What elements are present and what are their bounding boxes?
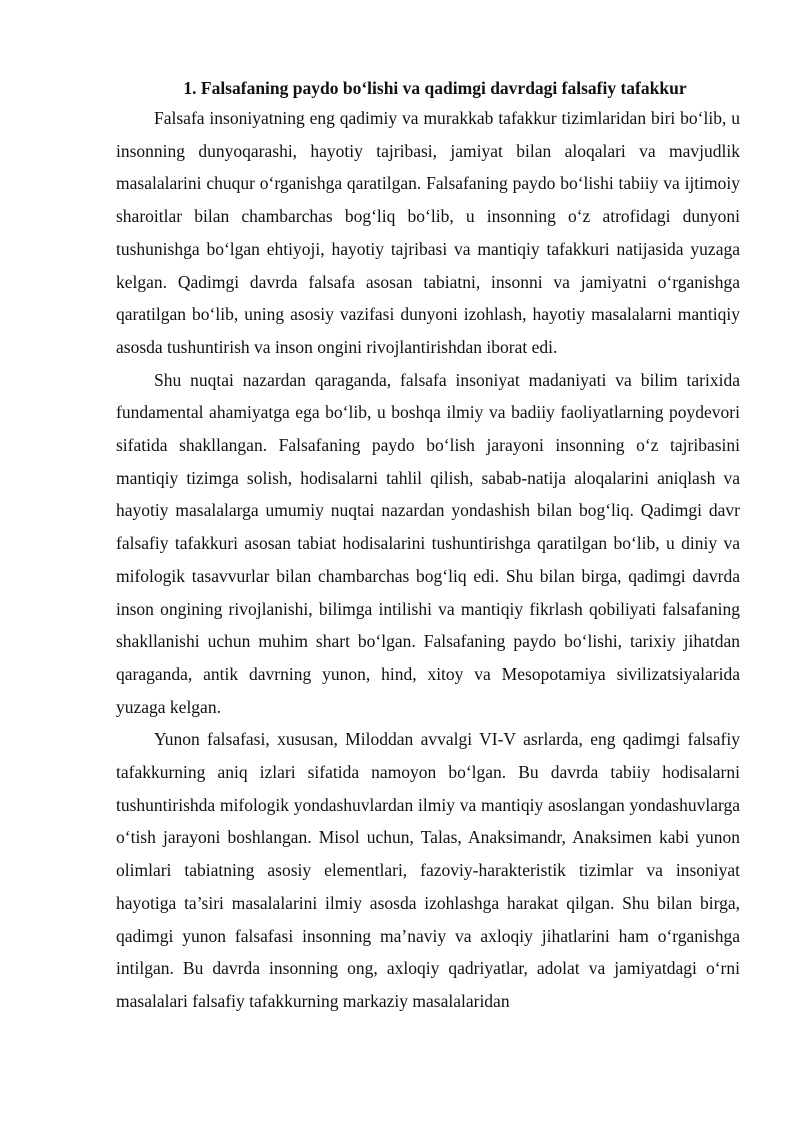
document-body — [116, 74, 740, 1018]
paragraph-3: Yunon falsafasi, xususan, Miloddan avvalgi VI-V asrlarda, eng qadimgi falsafiy tafakkurning aniq izlari sifatida namoyon bo‘lgan. Bu davrda tabiiy hodisalarni tushuntirishda mifologik yondashuvlardan ilmiy va mantiqiy asoslangan yondashuvlarga o‘tish jarayoni boshlangan. Misol uchun, Talas, Anaksimandr, Anaksimen kabi yunon olimlari tabiatning asosiy elementlari, fazoviy-harakteristik tizimlar va insoniyat hayotiga ta’siri masalalarini ilmiy asosda izohlashga harakat qilgan. Shu bilan birga, qadimgi yunon falsafasi insonning ma’naviy va axloqiy jihatlarini ham o‘rganishga intilgan. Bu davrda insonning ong, axloqiy qadriyatlar, adolat va jamiyatdagi o‘rni masalalari falsafiy tafakkurning markaziy masalalaridan — [116, 729, 740, 1011]
paragraph-1: Falsafa insoniyatning eng qadimiy va murakkab tafakkur tizimlaridan biri bo‘lib, u insonning dunyoqarashi, hayotiy tajribasi, jamiyat bilan aloqalari va mavjudlik masalalarini chuqur o‘rganishga qaratilgan. Falsafaning paydo bo‘lishi tabiiy va ijtimoiy sharoitlar bilan chambarchas bog‘liq bo‘lib, u insonning o‘z atrofidagi dunyoni tushunishga bo‘lgan ehtiyoji, hayotiy tajribasi va mantiqiy tafakkuri natijasida yuzaga kelgan. Qadimgi davrda falsafa asosan tabiatni, insonni va jamiyatni o‘rganishga qaratilgan bo‘lib, uning asosiy vazifasi dunyoni izohlash, hayotiy masalalarni mantiqiy asosda tushuntirish va inson ongini rivojlantirishdan iborat edi. — [116, 108, 740, 357]
paragraph-2: Shu nuqtai nazardan qaraganda, falsafa insoniyat madaniyati va bilim tarixida fundamental ahamiyatga ega bo‘lib, u boshqa ilmiy va badiiy faoliyatlarning poydevori sifatida shakllangan. Falsafaning paydo bo‘lish jarayoni insonning o‘z tajribasini mantiqiy tizimga solish, hodisalarni tahlil qilish, sabab-natija aloqalarini aniqlash va hayotiy masalalarga umumiy nuqtai nazardan yondashish bilan bog‘liq. Qadimgi davr falsafiy tafakkuri asosan tabiat hodisalarini tushuntirishga qaratilgan bo‘lib, u diniy va mifologik tasavvurlar bilan chambarchas bog‘liq edi. Shu bilan birga, qadimgi davrda inson ongining rivojlanishi, bilimga intilishi va mantiqiy fikrlash qobiliyati falsafaning shakllanishi uchun muhim shart bo‘lgan. Falsafaning paydo bo‘lishi, tarixiy jihatdan qaraganda, antik davrning yunon, hind, xitoy va Mesopotamiya sivilizatsiyalarida yuzaga kelgan. — [116, 369, 740, 717]
section-title: 1. Falsafaning paydo bo‘lishi va qadimgi davrdagi falsafiy tafakkur — [183, 78, 687, 98]
